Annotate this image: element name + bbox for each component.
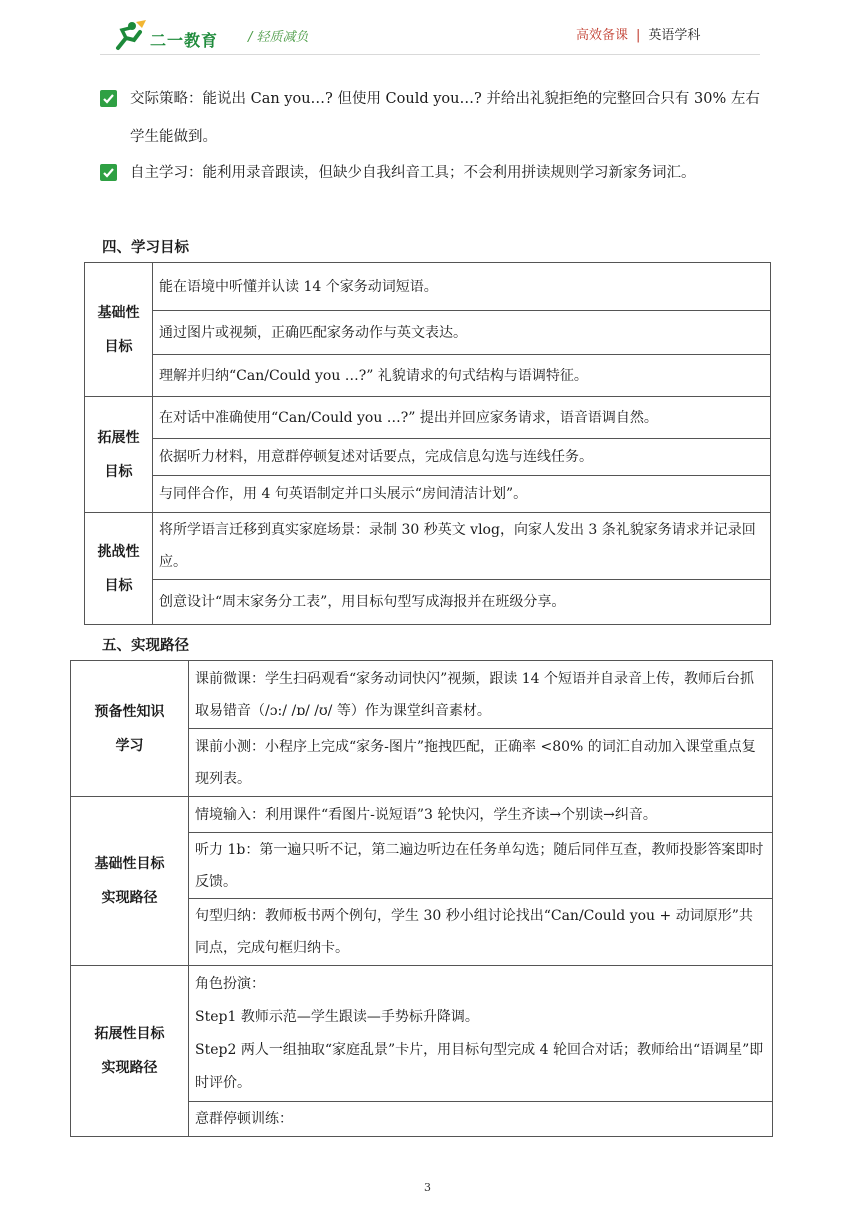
category-cell [71, 661, 189, 797]
category-label: 预备性知识 学习 [94, 703, 165, 754]
section-title-paths: 五、实现路径 [102, 638, 189, 654]
table-cell: 与同伴合作，用 4 句英语制定并口头展示“房间清洁计划”。 [153, 476, 771, 513]
table-cell: 意群停顿训练： [189, 1102, 773, 1137]
table-cell: 通过图片或视频，正确匹配家务动作与英文表达。 [153, 311, 771, 355]
category-label: 基础性目标 实现路径 [94, 856, 165, 906]
header-tag-subject: 英语学科 [648, 28, 701, 43]
table-cell: 将所学语言迁移到真实家庭场景：录制 30 秒英文 vlog，向家人发出 3 条礼貌家务请求并记录回应。 [153, 513, 771, 580]
category-cell [71, 797, 189, 966]
header-right [576, 24, 700, 43]
table-row [85, 439, 771, 476]
runner-logo-icon [110, 18, 150, 54]
bullet-item [100, 80, 780, 156]
slogan: / 轻质减负 [248, 30, 309, 45]
category-label: 基础性 目标 [97, 304, 140, 355]
paths-table [70, 660, 773, 1137]
bullet-text: 交际策略：能说出 Can you…? 但使用 Could you…? 并给出礼貌拒绝的完整回合只有 30% 左右学生能做到。 [130, 91, 760, 145]
table-row [85, 263, 771, 311]
category-cell [85, 263, 153, 397]
header-tag-efficient: 高效备课 [576, 28, 629, 43]
bullet-item [100, 154, 780, 230]
category-cell [71, 966, 189, 1137]
table-cell: 听力 1b：第一遍只听不记，第二遍边听边在任务单勾选；随后同伴互查，教师投影答案即时反馈。 [189, 833, 773, 899]
table-cell: 理解并归纳“Can/Could you …?” 礼貌请求的句式结构与语调特征。 [153, 355, 771, 397]
table-cell: 角色扮演： Step1 教师示范—学生跟读—手势标升降调。 Step2 两人一组抽取“家庭乱景”卡片，用目标句型完成 4 轮回合对话；教师给出“语调星”即时评价。 [189, 966, 773, 1102]
table-row [85, 397, 771, 439]
goals-table [84, 262, 771, 625]
table-row [85, 580, 771, 625]
table-cell: 情境输入：利用课件“看图片-说短语”3 轮快闪，学生齐读→个别读→纠音。 [189, 797, 773, 833]
table-cell: 课前微课：学生扫码观看“家务动词快闪”视频，跟读 14 个短语并自录音上传，教师后台抓取易错音（/ɔ:/ /ɒ/ /ʊ/ 等）作为课堂纠音素材。 [189, 661, 773, 729]
header-separator: | [636, 28, 641, 43]
category-label: 拓展性 目标 [97, 429, 140, 480]
table-cell: 创意设计“周末家务分工表”，用目标句型写成海报并在班级分享。 [153, 580, 771, 625]
category-cell [85, 513, 153, 625]
table-row [71, 797, 773, 833]
table-cell: 能在语境中听懂并认读 14 个家务动词短语。 [153, 263, 771, 311]
table-row [71, 661, 773, 729]
category-label: 挑战性 目标 [97, 543, 140, 594]
section-title-goals: 四、学习目标 [102, 240, 189, 256]
table-row [85, 513, 771, 580]
table-row [85, 311, 771, 355]
table-cell: 依据听力材料，用意群停顿复述对话要点，完成信息勾选与连线任务。 [153, 439, 771, 476]
bullet-text: 自主学习：能利用录音跟读，但缺少自我纠音工具；不会利用拼读规则学习新家务词汇。 [130, 165, 696, 181]
check-icon [100, 90, 117, 107]
logo-text: 二一教育 [150, 31, 219, 50]
table-cell: 句型归纳：教师板书两个例句，学生 30 秒小组讨论找出“Can/Could you + 动词原形”共同点，完成句框归纳卡。 [189, 899, 773, 966]
category-label: 拓展性目标 实现路径 [94, 1026, 165, 1076]
table-row [71, 966, 773, 1102]
table-cell: 在对话中准确使用“Can/Could you …?” 提出并回应家务请求，语音语调自然。 [153, 397, 771, 439]
category-cell [85, 397, 153, 513]
header-divider [100, 54, 760, 55]
check-icon [100, 164, 117, 181]
table-row [85, 355, 771, 397]
page-number: 3 [424, 1181, 431, 1194]
table-cell: 课前小测：小程序上完成“家务-图片”拖拽匹配，正确率 <80% 的词汇自动加入课堂重点复现列表。 [189, 729, 773, 797]
table-row [85, 476, 771, 513]
